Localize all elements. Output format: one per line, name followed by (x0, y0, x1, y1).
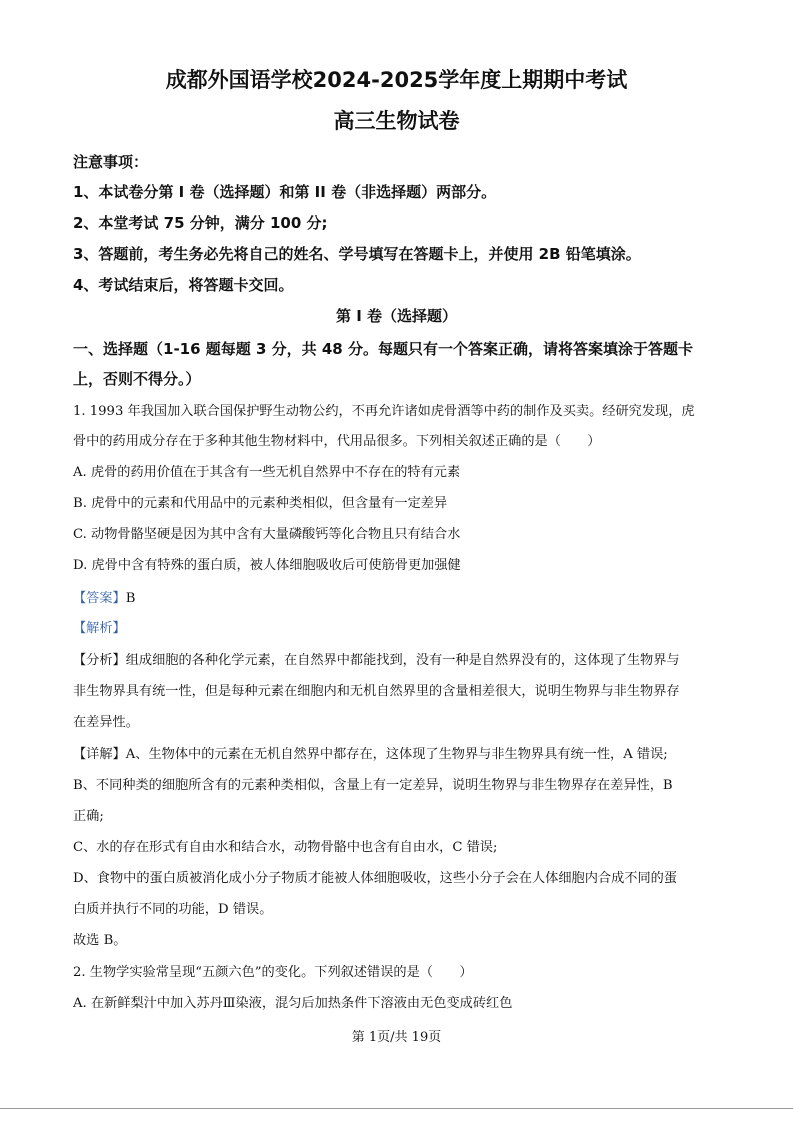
fenxi-text-1: 组成细胞的各种化学元素，在自然界中都能找到，没有一种是自然界没有的，这体现了生物界与 (125, 653, 680, 668)
q1-fenxi-line-1 (73, 649, 680, 668)
notice-item-4: 4、考试结束后，将答题卡交回。 (73, 276, 294, 294)
q1-xiangjie-line-2: B、不同种类的细胞所含有的元素种类相似，含量上有一定差异，说明生物界与非生物界存在差异性，B (73, 778, 673, 793)
q1-stem-line-2: 骨中的药用成分存在于多种其他生物材料中，代用品很多。下列相关叙述正确的是（ ） (73, 434, 601, 449)
q1-answer (73, 587, 135, 606)
exam-title: 成都外国语学校2024-2025学年度上期期中考试 (165, 68, 628, 92)
q1-analysis-heading (73, 617, 126, 636)
q1-option-b: B. 虎骨中的元素和代用品中的元素种类相似，但含量有一定差异 (73, 496, 448, 511)
notice-item-1: 1、本试卷分第 I 卷（选择题）和第 II 卷（非选择题）两部分。 (73, 183, 497, 201)
section-instruction-line-1: 一、选择题（1-16 题每题 3 分，共 48 分。每题只有一个答案正确，请将答案填涂于答题卡 (73, 340, 693, 358)
section-heading: 第 I 卷（选择题） (335, 307, 458, 325)
q2-option-a: A. 在新鲜梨汁中加入苏丹Ⅲ染液，混匀后加热条件下溶液由无色变成砖红色 (73, 996, 513, 1011)
q1-conclusion: 故选 B。 (73, 933, 127, 948)
q1-stem-line-1: 1. 1993 年我国加入联合国保护野生动物公约，不再允许诸如虎骨酒等中药的制作及买卖。经研究发现，虎 (73, 404, 695, 419)
q1-xiangjie-line-5: D、食物中的蛋白质被消化成小分子物质才能被人体细胞吸收，这些小分子会在人体细胞内合成不同的蛋 (73, 871, 678, 886)
answer-tag: 【答案】 (73, 591, 126, 606)
notice-item-2: 2、本堂考试 75 分钟，满分 100 分; (73, 214, 328, 232)
notice-heading: 注意事项： (73, 153, 149, 171)
q1-xiangjie-line-1 (73, 743, 668, 762)
page-number: 第 1页/共 19页 (351, 1030, 442, 1045)
q1-fenxi-line-2: 非生物界具有统一性，但是每种元素在细胞内和无机自然界里的含量相差很大，说明生物界与非生物界存 (73, 684, 680, 699)
q1-xiangjie-line-4: C、水的存在形式有自由水和结合水，动物骨骼中也含有自由水，C 错误; (73, 840, 498, 855)
notice-item-3: 3、答题前，考生务必先将自己的姓名、学号填写在答题卡上，并使用 2B 铅笔填涂。 (73, 245, 641, 263)
bottom-divider (0, 1108, 793, 1109)
xiangjie-tag: 【详解】 (73, 747, 126, 762)
q1-xiangjie-line-3: 正确; (73, 809, 104, 824)
section-instruction-line-2: 上，否则不得分。） (73, 370, 201, 388)
q1-option-d: D. 虎骨中含有特殊的蛋白质，被人体细胞吸收后可使筋骨更加强健 (73, 558, 461, 573)
exam-subtitle: 高三生物试卷 (333, 109, 460, 133)
fenxi-tag: 【分析】 (73, 653, 126, 668)
answer-value: B (125, 591, 136, 606)
xiangjie-text-1: A、生物体中的元素在无机自然界中都存在，这体现了生物界与非生物界具有统一性，A 错误; (125, 747, 668, 762)
q1-option-c: C. 动物骨骼坚硬是因为其中含有大量磷酸钙等化合物且只有结合水 (73, 527, 461, 542)
q2-stem: 2. 生物学实验常呈现“五颜六色”的变化。下列叙述错误的是（ ） (73, 965, 473, 980)
analysis-tag: 【解析】 (73, 621, 126, 636)
q1-xiangjie-line-6: 白质并执行不同的功能，D 错误。 (73, 902, 273, 917)
q1-fenxi-line-3: 在差异性。 (73, 715, 139, 730)
q1-option-a: A. 虎骨的药用价值在于其含有一些无机自然界中不存在的特有元素 (73, 465, 461, 480)
